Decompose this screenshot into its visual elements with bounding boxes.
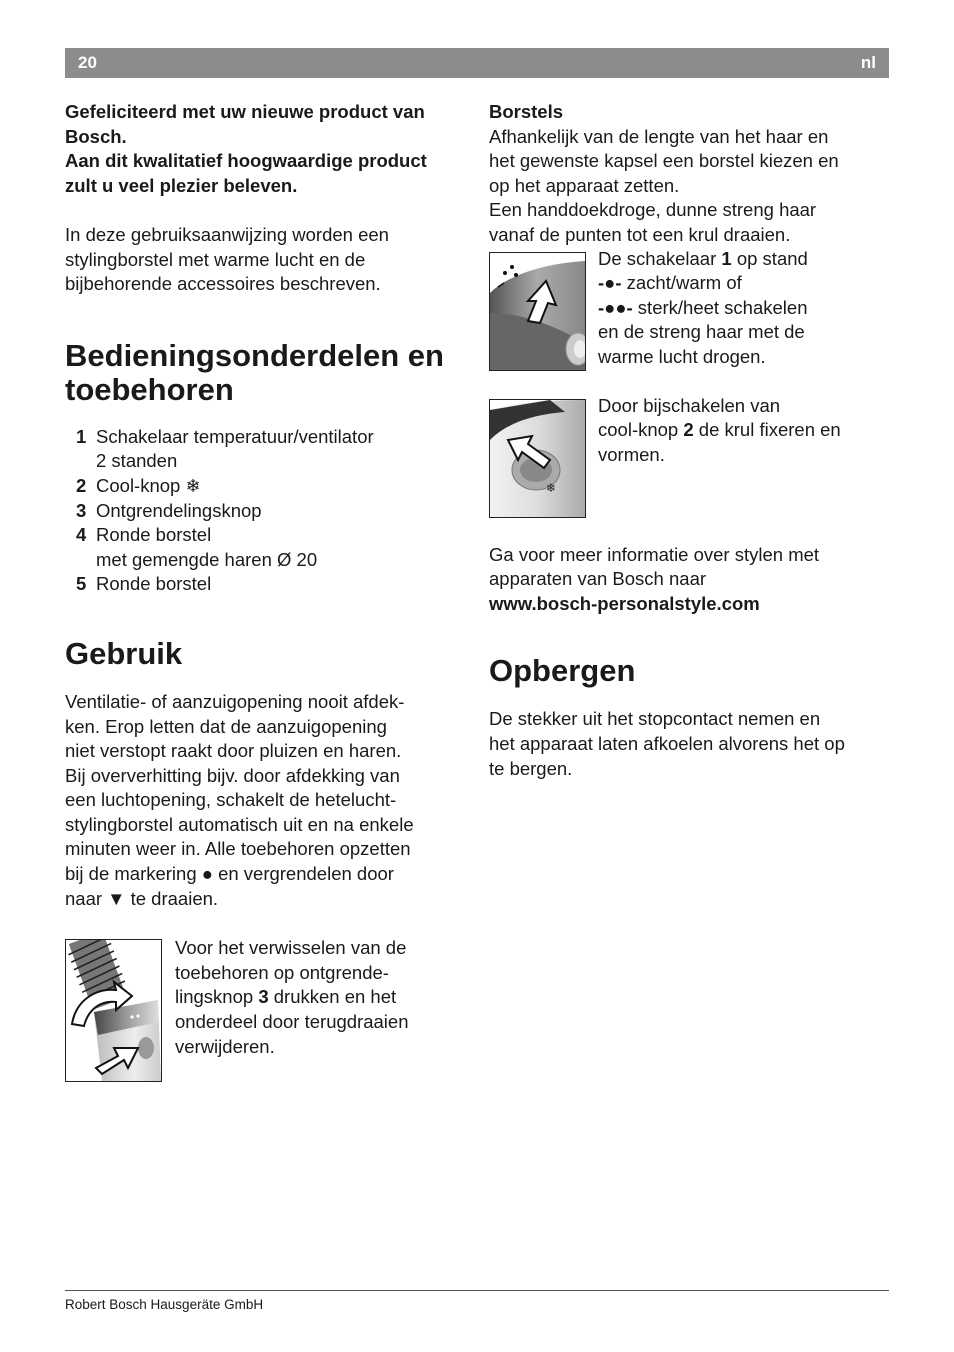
figure-row-switch (489, 247, 889, 371)
footer-divider (65, 1290, 889, 1291)
parts-list (65, 425, 465, 597)
info-paragraph (489, 543, 889, 617)
cool-ref: 2 (683, 419, 694, 441)
storage-line: De stekker uit het stopcontact nemen en (489, 708, 821, 730)
page-header-bar (65, 48, 889, 78)
list-item (65, 425, 465, 474)
section-heading-controls (65, 339, 465, 407)
switch-text: De schakelaar (598, 247, 722, 269)
unlock-ref: 3 (258, 986, 269, 1008)
switch-line (598, 296, 889, 321)
right-column (489, 100, 889, 781)
switch-text: op stand (731, 247, 808, 269)
item-number: 3 (76, 499, 87, 521)
item-number: 5 (76, 573, 87, 595)
usage-line: stylingborstel automatisch uit en na enkele (65, 813, 414, 835)
switch-text: zacht/warm of (621, 272, 742, 294)
borstels-title: Borstels (489, 101, 564, 122)
cool-line: Door bijschakelen van (598, 394, 781, 416)
figure-row-cool (489, 394, 889, 518)
cool-button-illustration (489, 399, 586, 518)
item-text: 2 standen (96, 450, 178, 472)
borstels-paragraph (489, 125, 889, 248)
intro-bold-line: Gefeliciteerd met uw nieuwe product van (65, 101, 425, 122)
snowflake-icon: ❄ (185, 475, 201, 496)
switch-line: en de streng haar met de (598, 321, 805, 343)
item-number: 4 (76, 524, 87, 546)
usage-paragraph (65, 690, 465, 911)
section-heading-usage: Gebruik (65, 635, 183, 671)
switch-text: sterk/heet schakelen (632, 296, 808, 318)
usage-line: een luchtopening, schakelt de hetelucht- (65, 789, 397, 811)
snowflake-icon: ❄ (546, 480, 557, 495)
bosch-website-link[interactable]: www.bosch-personalstyle.com (489, 592, 760, 614)
usage-line: Ventilatie- of aanzuigopening nooit afdek- (65, 690, 405, 712)
brush-unlock-illustration (65, 939, 162, 1082)
list-item (65, 572, 465, 597)
info-line: Ga voor meer informatie over stylen met (489, 543, 820, 565)
cool-text: de krul fixeren en (693, 419, 841, 441)
list-item (65, 499, 465, 524)
item-text: Schakelaar temperatuur/ventilator (96, 425, 374, 447)
info-line: apparaten van Bosch naar (489, 568, 707, 590)
language-code: nl (860, 53, 876, 72)
storage-line: het apparaat laten afkoelen alvorens het op (489, 732, 845, 754)
unlock-instruction (175, 936, 465, 1059)
borstels-line: op het apparaat zetten. (489, 174, 680, 196)
cool-text: cool-knop (598, 419, 684, 441)
usage-line: minuten weer in. Alle toebehoren opzetten (65, 838, 411, 860)
page-number: 20 (78, 53, 97, 72)
cool-line (598, 418, 889, 443)
left-column (65, 100, 465, 1082)
borstels-line: het gewenste kapsel een borstel kiezen en (489, 150, 839, 172)
usage-line: bij de markering ● en vergrendelen door (65, 863, 394, 885)
borstels-line: vanaf de punten tot een krul draaien. (489, 223, 791, 245)
storage-paragraph (489, 707, 889, 781)
list-item (65, 474, 465, 499)
intro-paragraph (65, 223, 465, 297)
unlock-text: lingsknop (175, 986, 259, 1008)
intro-line: stylingborstel met warme lucht en de (65, 248, 366, 270)
heading-line: toebehoren (65, 371, 234, 407)
intro-bold-line: Bosch. (65, 125, 127, 147)
high-setting-icon: -●●- (598, 296, 633, 318)
unlock-line (175, 985, 465, 1010)
switch-line (598, 247, 889, 272)
list-item (65, 523, 465, 572)
usage-line: ken. Erop letten dat de aanzuigopening (65, 715, 387, 737)
borstels-line: Een handdoekdroge, dunne streng haar (489, 199, 817, 221)
item-text: Ontgrendelingsknop (96, 499, 262, 521)
intro-line: bijbehorende accessoires beschreven. (65, 273, 381, 295)
heading-line: Bedieningsonderdelen en (65, 337, 444, 373)
intro-bold-line: Aan dit kwalitatief hoogwaardige product (65, 150, 427, 172)
unlock-line: onderdeel door terugdraaien (175, 1011, 409, 1033)
unlock-text: drukken en het (268, 986, 397, 1008)
unlock-line: toebehoren op ontgrende- (175, 961, 389, 983)
cool-line: vormen. (598, 443, 665, 465)
figure-row-unlock (65, 939, 465, 1082)
item-number: 1 (76, 425, 87, 447)
item-text: Ronde borstel (96, 524, 212, 546)
intro-line: In deze gebruiksaanwijzing worden een (65, 223, 389, 245)
switch-ref: 1 (721, 247, 732, 269)
section-heading-storage: Opbergen (489, 653, 636, 689)
unlock-line: Voor het verwisselen van de (175, 937, 407, 959)
footer-company: Robert Bosch Hausgeräte GmbH (65, 1297, 264, 1312)
switch-instruction (598, 247, 889, 370)
cool-instruction (598, 394, 889, 468)
usage-line: niet verstopt raakt door pluizen en haren. (65, 740, 402, 762)
item-number: 2 (76, 474, 87, 496)
item-text: Cool-knop (96, 474, 181, 496)
item-text: met gemengde haren Ø 20 (96, 548, 318, 570)
switch-line (598, 271, 889, 296)
intro-bold (65, 100, 465, 198)
usage-line: Bij oververhitting bijv. door afdekking van (65, 764, 400, 786)
storage-line: te bergen. (489, 757, 573, 779)
unlock-line: verwijderen. (175, 1035, 275, 1057)
item-text: Ronde borstel (96, 573, 212, 595)
borstels-line: Afhankelijk van de lengte van het haar en (489, 125, 829, 147)
intro-bold-line: zult u veel plezier beleven. (65, 174, 298, 196)
switch-line: warme lucht drogen. (598, 345, 766, 367)
switch-illustration (489, 252, 586, 371)
low-setting-icon: -●- (598, 272, 622, 294)
usage-line: naar ▼ te draaien. (65, 887, 219, 909)
